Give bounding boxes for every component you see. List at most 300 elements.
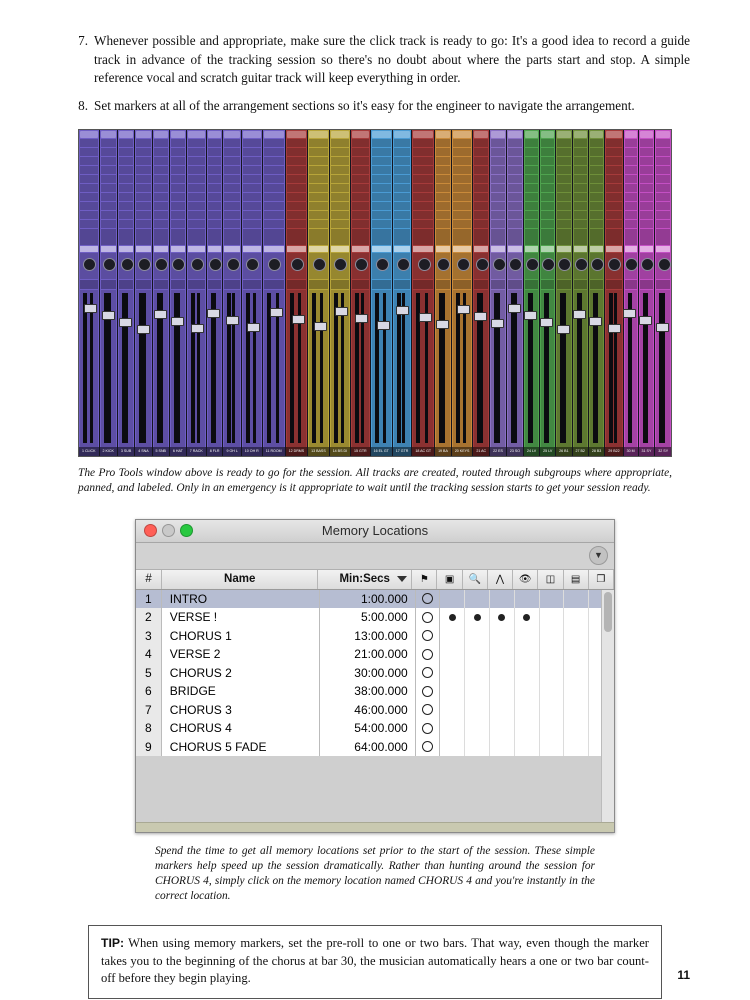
send-slot[interactable]: [525, 184, 538, 192]
insert-slot[interactable]: [413, 175, 433, 183]
insert-slot[interactable]: [590, 139, 603, 147]
row-property-cell[interactable]: [540, 627, 565, 646]
insert-slot[interactable]: [625, 139, 637, 147]
fader-handle[interactable]: [540, 318, 553, 327]
insert-slot[interactable]: [557, 175, 570, 183]
fader-handle[interactable]: [491, 319, 504, 328]
automation-mode-selector[interactable]: [80, 246, 98, 252]
send-slot[interactable]: [224, 202, 239, 210]
channel-io-section[interactable]: [606, 229, 621, 245]
fader-handle[interactable]: [608, 324, 621, 333]
pan-knob[interactable]: [457, 258, 470, 271]
send-slot[interactable]: [208, 202, 222, 210]
insert-slot[interactable]: [508, 157, 522, 165]
mixer-channel-strip[interactable]: [330, 130, 351, 456]
send-slot[interactable]: [287, 202, 307, 210]
insert-slot[interactable]: [171, 166, 185, 174]
channel-insert-header[interactable]: [80, 131, 98, 138]
row-property-cell[interactable]: [515, 664, 540, 683]
row-property-cell[interactable]: [465, 645, 490, 664]
channel-name-label[interactable]: 14 BS DI: [330, 447, 350, 456]
channel-io-section[interactable]: [101, 229, 116, 245]
fader-area[interactable]: [453, 290, 472, 447]
insert-slot[interactable]: [243, 148, 261, 156]
insert-slot[interactable]: [436, 139, 450, 147]
send-slot[interactable]: [264, 193, 284, 201]
channel-insert-header[interactable]: [171, 131, 185, 138]
send-slot[interactable]: [413, 220, 433, 228]
row-name[interactable]: INTRO: [162, 590, 321, 609]
fader-area[interactable]: [119, 290, 133, 447]
mixer-channel-strip[interactable]: [242, 130, 263, 456]
channel-insert-header[interactable]: [309, 131, 328, 138]
insert-slot[interactable]: [394, 139, 411, 147]
send-slot[interactable]: [80, 220, 98, 228]
fader-handle[interactable]: [639, 316, 652, 325]
row-property-cell[interactable]: [564, 738, 589, 757]
send-slot[interactable]: [640, 211, 654, 219]
channel-io-section[interactable]: [372, 229, 391, 245]
send-slot[interactable]: [243, 184, 261, 192]
row-property-cell[interactable]: [515, 682, 540, 701]
pan-knob[interactable]: [476, 258, 489, 271]
pan-knob[interactable]: [103, 258, 116, 271]
insert-slot[interactable]: [541, 166, 554, 174]
insert-slot[interactable]: [171, 157, 185, 165]
insert-slot[interactable]: [640, 139, 654, 147]
insert-slot[interactable]: [541, 139, 554, 147]
row-property-cell[interactable]: [490, 738, 515, 757]
pan-knob-area[interactable]: [625, 253, 637, 279]
channel-name-label[interactable]: 5 SNB: [153, 447, 169, 456]
send-slot[interactable]: [590, 220, 603, 228]
fader-handle[interactable]: [84, 304, 97, 313]
insert-slot[interactable]: [574, 157, 587, 165]
mute-solo-buttons[interactable]: [491, 280, 505, 289]
channel-name-label[interactable]: 26 B1: [556, 447, 571, 456]
fader-area[interactable]: [541, 290, 554, 447]
group-enables-icon[interactable]: ▤: [564, 570, 589, 589]
row-property-cell[interactable]: [540, 645, 565, 664]
insert-slot[interactable]: [491, 166, 505, 174]
fader-track[interactable]: [514, 293, 517, 443]
channel-name-label[interactable]: 22 ES: [490, 447, 506, 456]
channel-insert-header[interactable]: [541, 131, 554, 138]
send-slot[interactable]: [119, 193, 133, 201]
send-slot[interactable]: [101, 220, 116, 228]
row-property-cell[interactable]: [490, 664, 515, 683]
insert-slot[interactable]: [606, 166, 621, 174]
insert-slot[interactable]: [119, 166, 133, 174]
send-slot[interactable]: [309, 184, 328, 192]
insert-slot[interactable]: [154, 157, 168, 165]
send-slot[interactable]: [590, 202, 603, 210]
pan-knob[interactable]: [268, 258, 281, 271]
send-slot[interactable]: [309, 211, 328, 219]
send-slot[interactable]: [590, 184, 603, 192]
row-property-cell[interactable]: [515, 590, 540, 609]
mixer-channel-strip[interactable]: [412, 130, 435, 456]
channel-insert-header[interactable]: [491, 131, 505, 138]
channel-name-label[interactable]: 29 B22: [605, 447, 622, 456]
channel-name-label[interactable]: 7 RACK: [187, 447, 206, 456]
channel-io-section[interactable]: [287, 229, 307, 245]
fader-area[interactable]: [625, 290, 637, 447]
send-slot[interactable]: [171, 193, 185, 201]
insert-slot[interactable]: [413, 157, 433, 165]
insert-slot[interactable]: [474, 139, 488, 147]
mixer-channel-strip[interactable]: [490, 130, 507, 456]
row-time[interactable]: 46:00.000: [320, 701, 415, 720]
insert-slot[interactable]: [590, 148, 603, 156]
row-property-cell[interactable]: [540, 738, 565, 757]
insert-slot[interactable]: [331, 157, 349, 165]
send-slot[interactable]: [436, 211, 450, 219]
send-slot[interactable]: [436, 193, 450, 201]
insert-slot[interactable]: [243, 139, 261, 147]
send-slot[interactable]: [590, 211, 603, 219]
mute-solo-buttons[interactable]: [188, 280, 205, 289]
mixer-channel-strip[interactable]: [207, 130, 224, 456]
insert-slot[interactable]: [224, 139, 239, 147]
send-slot[interactable]: [436, 184, 450, 192]
fader-area[interactable]: [264, 290, 284, 447]
send-slot[interactable]: [656, 220, 670, 228]
insert-slot[interactable]: [101, 166, 116, 174]
insert-slot[interactable]: [80, 166, 98, 174]
mixer-channel-strip[interactable]: [170, 130, 187, 456]
insert-slot[interactable]: [264, 166, 284, 174]
pan-knob-area[interactable]: [208, 253, 222, 279]
fader-track[interactable]: [497, 293, 500, 443]
send-slot[interactable]: [136, 193, 150, 201]
mixer-channel-strip[interactable]: [473, 130, 490, 456]
channel-name-label[interactable]: 3 SUB: [118, 447, 134, 456]
automation-mode-selector[interactable]: [136, 246, 150, 252]
fader-handle[interactable]: [207, 309, 220, 318]
send-slot[interactable]: [171, 211, 185, 219]
pan-knob-area[interactable]: [640, 253, 654, 279]
mute-solo-buttons[interactable]: [287, 280, 307, 289]
automation-mode-selector[interactable]: [154, 246, 168, 252]
channel-name-label[interactable]: 25 LV: [540, 447, 555, 456]
insert-slot[interactable]: [656, 148, 670, 156]
send-slot[interactable]: [136, 184, 150, 192]
fader-track[interactable]: [197, 293, 200, 443]
insert-slot[interactable]: [453, 139, 472, 147]
pan-knob[interactable]: [138, 258, 151, 271]
pan-knob[interactable]: [155, 258, 168, 271]
send-slot[interactable]: [352, 211, 369, 219]
row-property-cell[interactable]: [540, 664, 565, 683]
row-property-cell[interactable]: [515, 719, 540, 738]
channel-insert-header[interactable]: [574, 131, 587, 138]
pan-knob-area[interactable]: [525, 253, 538, 279]
channel-io-section[interactable]: [557, 229, 570, 245]
automation-mode-selector[interactable]: [372, 246, 391, 252]
fader-area[interactable]: [224, 290, 239, 447]
pan-knob[interactable]: [625, 258, 638, 271]
track-heights-icon[interactable]: ◫: [538, 570, 563, 589]
insert-slot[interactable]: [154, 166, 168, 174]
channel-io-section[interactable]: [413, 229, 433, 245]
mixer-channel-strip[interactable]: [655, 130, 671, 456]
insert-slot[interactable]: [224, 148, 239, 156]
insert-slot[interactable]: [394, 166, 411, 174]
send-slot[interactable]: [436, 202, 450, 210]
channel-insert-header[interactable]: [372, 131, 391, 138]
insert-slot[interactable]: [309, 166, 328, 174]
mixer-channel-strip[interactable]: [393, 130, 413, 456]
magnifier-icon[interactable]: 🔍: [463, 570, 488, 589]
row-property-cell[interactable]: [490, 719, 515, 738]
send-slot[interactable]: [80, 211, 98, 219]
channel-name-label[interactable]: 31 SY: [639, 447, 655, 456]
send-slot[interactable]: [264, 220, 284, 228]
send-slot[interactable]: [352, 193, 369, 201]
send-slot[interactable]: [331, 211, 349, 219]
channel-io-section[interactable]: [352, 229, 369, 245]
insert-slot[interactable]: [101, 175, 116, 183]
row-property-cell[interactable]: [564, 682, 589, 701]
mixer-channel-strip[interactable]: [100, 130, 118, 456]
insert-slot[interactable]: [590, 166, 603, 174]
pan-knob[interactable]: [558, 258, 571, 271]
channel-io-section[interactable]: [80, 229, 98, 245]
channel-io-section[interactable]: [625, 229, 637, 245]
fader-area[interactable]: [101, 290, 116, 447]
send-slot[interactable]: [656, 184, 670, 192]
channel-io-section[interactable]: [453, 229, 472, 245]
automation-mode-selector[interactable]: [590, 246, 603, 252]
row-time[interactable]: 30:00.000: [320, 664, 415, 683]
send-slot[interactable]: [188, 193, 205, 201]
channel-io-section[interactable]: [491, 229, 505, 245]
insert-slot[interactable]: [640, 175, 654, 183]
row-property-cell[interactable]: [465, 738, 490, 757]
insert-slot[interactable]: [243, 157, 261, 165]
insert-slot[interactable]: [119, 175, 133, 183]
row-time[interactable]: 38:00.000: [320, 682, 415, 701]
fader-track[interactable]: [463, 293, 466, 443]
send-slot[interactable]: [208, 184, 222, 192]
send-slot[interactable]: [574, 202, 587, 210]
channel-insert-header[interactable]: [394, 131, 411, 138]
send-slot[interactable]: [331, 184, 349, 192]
fader-area[interactable]: [413, 290, 433, 447]
row-name[interactable]: VERSE 2: [162, 645, 321, 664]
mute-solo-buttons[interactable]: [436, 280, 450, 289]
row-time[interactable]: 21:00.000: [320, 645, 415, 664]
mixer-channel-strip[interactable]: [79, 130, 100, 456]
insert-slot[interactable]: [525, 166, 538, 174]
fader-handle[interactable]: [314, 322, 327, 331]
fader-track[interactable]: [143, 293, 146, 443]
insert-slot[interactable]: [557, 157, 570, 165]
fader-handle[interactable]: [419, 313, 432, 322]
fader-area[interactable]: [394, 290, 411, 447]
insert-slot[interactable]: [208, 139, 222, 147]
channel-insert-header[interactable]: [453, 131, 472, 138]
send-slot[interactable]: [606, 184, 621, 192]
pan-knob-area[interactable]: [309, 253, 328, 279]
send-slot[interactable]: [171, 220, 185, 228]
fader-handle[interactable]: [589, 317, 602, 326]
mute-solo-buttons[interactable]: [413, 280, 433, 289]
insert-slot[interactable]: [413, 139, 433, 147]
channel-insert-header[interactable]: [331, 131, 349, 138]
channel-insert-header[interactable]: [508, 131, 522, 138]
send-slot[interactable]: [154, 211, 168, 219]
pan-knob-area[interactable]: [436, 253, 450, 279]
send-slot[interactable]: [372, 193, 391, 201]
mixer-channel-strip[interactable]: [371, 130, 393, 456]
channel-insert-header[interactable]: [436, 131, 450, 138]
fader-handle[interactable]: [335, 307, 348, 316]
send-slot[interactable]: [352, 184, 369, 192]
row-name[interactable]: BRIDGE: [162, 682, 321, 701]
pan-knob[interactable]: [437, 258, 450, 271]
channel-name-label[interactable]: 6 HAT: [170, 447, 186, 456]
fader-handle[interactable]: [557, 325, 570, 334]
automation-mode-selector[interactable]: [331, 246, 349, 252]
insert-slot[interactable]: [372, 148, 391, 156]
send-slot[interactable]: [606, 193, 621, 201]
channel-io-section[interactable]: [474, 229, 488, 245]
mute-solo-buttons[interactable]: [119, 280, 133, 289]
automation-mode-selector[interactable]: [606, 246, 621, 252]
insert-slot[interactable]: [436, 157, 450, 165]
automation-mode-selector[interactable]: [625, 246, 637, 252]
insert-slot[interactable]: [394, 175, 411, 183]
fader-handle[interactable]: [191, 324, 204, 333]
send-slot[interactable]: [541, 220, 554, 228]
insert-slot[interactable]: [474, 175, 488, 183]
insert-slot[interactable]: [136, 139, 150, 147]
send-slot[interactable]: [372, 184, 391, 192]
send-slot[interactable]: [574, 211, 587, 219]
automation-mode-selector[interactable]: [208, 246, 222, 252]
fader-area[interactable]: [474, 290, 488, 447]
channel-io-section[interactable]: [136, 229, 150, 245]
fader-handle[interactable]: [154, 310, 167, 319]
send-slot[interactable]: [352, 202, 369, 210]
row-property-cell[interactable]: [465, 608, 490, 627]
automation-mode-selector[interactable]: [224, 246, 239, 252]
send-slot[interactable]: [625, 193, 637, 201]
send-slot[interactable]: [136, 220, 150, 228]
row-property-cell[interactable]: [540, 682, 565, 701]
pan-knob-area[interactable]: [541, 253, 554, 279]
insert-slot[interactable]: [243, 166, 261, 174]
insert-slot[interactable]: [287, 148, 307, 156]
channel-insert-header[interactable]: [606, 131, 621, 138]
pan-knob[interactable]: [509, 258, 522, 271]
insert-slot[interactable]: [606, 148, 621, 156]
send-slot[interactable]: [101, 211, 116, 219]
send-slot[interactable]: [309, 220, 328, 228]
insert-slot[interactable]: [474, 148, 488, 156]
fader-handle[interactable]: [247, 323, 260, 332]
row-property-cell[interactable]: [490, 645, 515, 664]
automation-mode-selector[interactable]: [656, 246, 670, 252]
insert-slot[interactable]: [171, 175, 185, 183]
insert-slot[interactable]: [453, 148, 472, 156]
mixer-channel-strip[interactable]: [118, 130, 135, 456]
row-property-cell[interactable]: [465, 719, 490, 738]
mute-solo-buttons[interactable]: [606, 280, 621, 289]
row-name[interactable]: CHORUS 1: [162, 627, 321, 646]
mute-solo-buttons[interactable]: [474, 280, 488, 289]
pan-knob-area[interactable]: [656, 253, 670, 279]
send-slot[interactable]: [436, 220, 450, 228]
fader-handle[interactable]: [474, 312, 487, 321]
insert-slot[interactable]: [154, 139, 168, 147]
insert-slot[interactable]: [188, 166, 205, 174]
insert-slot[interactable]: [136, 157, 150, 165]
mixer-channel-strip[interactable]: [589, 130, 605, 456]
mixer-channel-strip[interactable]: [639, 130, 656, 456]
insert-slot[interactable]: [188, 148, 205, 156]
channel-insert-header[interactable]: [352, 131, 369, 138]
insert-slot[interactable]: [287, 157, 307, 165]
channel-name-label[interactable]: 20 KEYS: [452, 447, 473, 456]
pan-knob-area[interactable]: [606, 253, 621, 279]
row-property-cell[interactable]: [465, 664, 490, 683]
row-property-cell[interactable]: [440, 701, 465, 720]
channel-io-section[interactable]: [331, 229, 349, 245]
channel-insert-header[interactable]: [119, 131, 133, 138]
send-slot[interactable]: [525, 202, 538, 210]
insert-slot[interactable]: [574, 148, 587, 156]
channel-io-section[interactable]: [243, 229, 261, 245]
fader-track[interactable]: [90, 293, 93, 443]
fader-area[interactable]: [331, 290, 349, 447]
insert-slot[interactable]: [119, 157, 133, 165]
channel-insert-header[interactable]: [208, 131, 222, 138]
insert-slot[interactable]: [590, 157, 603, 165]
channel-name-label[interactable]: 24 LV: [524, 447, 539, 456]
channel-name-label[interactable]: 2 KICK: [100, 447, 117, 456]
insert-slot[interactable]: [188, 175, 205, 183]
send-slot[interactable]: [224, 220, 239, 228]
insert-slot[interactable]: [541, 175, 554, 183]
channel-insert-header[interactable]: [656, 131, 670, 138]
insert-slot[interactable]: [436, 166, 450, 174]
mute-solo-buttons[interactable]: [394, 280, 411, 289]
send-slot[interactable]: [188, 211, 205, 219]
mixer-channel-strip[interactable]: [153, 130, 170, 456]
fader-track[interactable]: [320, 293, 323, 443]
send-slot[interactable]: [557, 220, 570, 228]
channel-name-label[interactable]: 12 DRMS: [286, 447, 308, 456]
row-property-cell[interactable]: [440, 682, 465, 701]
insert-slot[interactable]: [656, 157, 670, 165]
insert-slot[interactable]: [508, 148, 522, 156]
send-slot[interactable]: [394, 184, 411, 192]
send-slot[interactable]: [606, 220, 621, 228]
send-slot[interactable]: [453, 193, 472, 201]
row-time[interactable]: 64:00.000: [320, 738, 415, 757]
row-property-cell[interactable]: [515, 738, 540, 757]
pan-knob-area[interactable]: [352, 253, 369, 279]
insert-slot[interactable]: [557, 148, 570, 156]
mute-solo-buttons[interactable]: [557, 280, 570, 289]
insert-slot[interactable]: [640, 166, 654, 174]
row-property-cell[interactable]: [490, 682, 515, 701]
insert-slot[interactable]: [606, 175, 621, 183]
pan-knob[interactable]: [313, 258, 326, 271]
